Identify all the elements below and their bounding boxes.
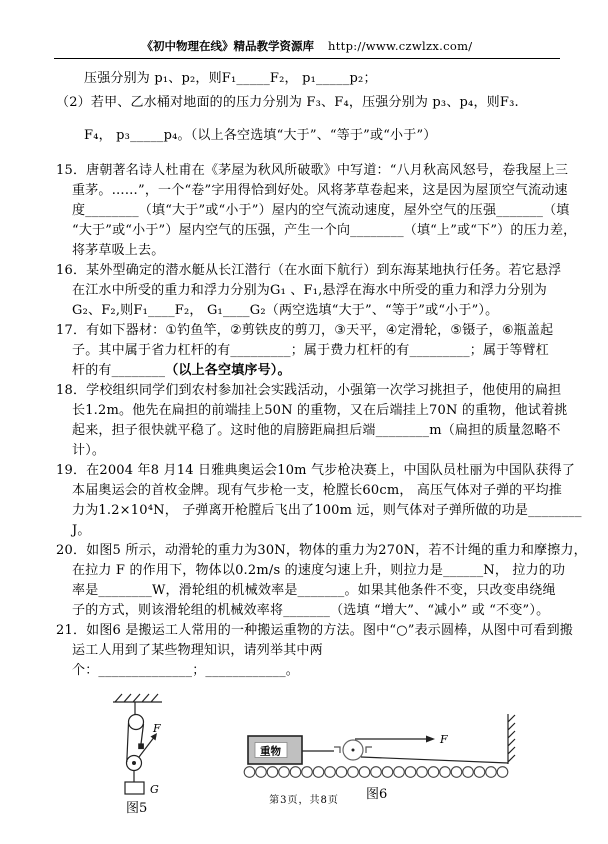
question-line: 在拉力 F 的作用下，物体以0.2m/s 的速度匀速上升，则拉力是______N， 拉力的功: [72, 563, 566, 578]
page-footer: 第3页，共8页: [269, 795, 339, 806]
question-16: [56, 261, 562, 321]
weight-label: G: [150, 783, 159, 796]
round-bar-icon: [417, 767, 428, 778]
question-line: 计）。: [72, 443, 106, 458]
ceiling-hatch-icon: [113, 694, 162, 702]
round-bar-icon: [463, 767, 474, 778]
question-line: J。: [72, 523, 91, 538]
intro-block: [56, 69, 558, 146]
round-bar-icon: [267, 767, 278, 778]
intro-line: 压强分别为 p₁、p₂，则F₁_____F₂， p₁_____p₂；: [84, 71, 377, 86]
question-line: 15．唐朝著名诗人杜甫在《茅屋为秋风所破歌》中写道：“八月秋高风怒号，卷我屋上三: [56, 163, 569, 178]
round-bar-icon: [486, 767, 497, 778]
wall-hatch-icon: [508, 714, 515, 764]
fixed-pulley-icon: [129, 715, 144, 730]
question-line: 18．学校组织同学们到农村参加社会实践活动，小强第一次学习挑担子，他使用的扁担: [56, 383, 562, 398]
question-line: 21．如图6 是搬运工人常用的一种搬运重物的方法。图中“○”表示圆棒，从图中可看到搬: [56, 623, 573, 638]
round-bar-icon: [313, 767, 324, 778]
question-line: 20．如图5 所示，动滑轮的重力为30N，物体的重力为270N，若不计绳的重力和摩擦力，: [56, 543, 587, 558]
pulley-axle-dot: [352, 749, 355, 752]
round-bar-icon: [290, 767, 301, 778]
pulley-left-hook-icon: [334, 747, 340, 753]
question-line: 子。其中属于省力杠杆的有_________；属于费力杠杆的有_________；属于等臂杠: [72, 343, 550, 358]
fig6-caption: 图6: [366, 787, 388, 802]
round-bar-icon: [302, 767, 313, 778]
question-line: 19．在2004 年8 月14 日雅典奥运会10m 气步枪决赛上，中国队员杜丽为中国队获得了: [56, 463, 576, 478]
question-line: 本届奥运会的首枚金牌。现有气步枪一支，枪膛长60cm， 高压气体对子弹的平均推: [72, 483, 563, 498]
question-line: G₂、F₂,则F₁____F₂， G₁____G₂（两空选填“大于”、“等于”或“小于”）。: [72, 303, 499, 318]
question-line: 度________（填“大于”或“小于”）屋内的空气流动速度，屋外空气的压强_______（填: [72, 203, 570, 218]
question-line: 长1.2m。他先在扁担的前端挂上50N 的重物，又在后端挂上70N 的重物，他试着挑: [72, 403, 568, 418]
round-bar-icon: [497, 767, 508, 778]
pulley-right-hook-icon: [366, 747, 372, 753]
fig5-caption: 图5: [126, 801, 148, 816]
question-line: 个：______________；____________。: [72, 663, 299, 678]
force-arrowhead-icon: [426, 736, 435, 743]
question-line: 将茅草吸上去。: [72, 243, 165, 258]
question-line: 17．有如下器材：①钓鱼竿，②剪铁皮的剪刀，③天平，④定滑轮，⑤镊子，⑥瓶盖起: [56, 323, 554, 338]
question-19: [56, 461, 582, 541]
question-line: 重茅。……”，一个“卷”字用得恰到好处。风将茅草卷起来，这是因为屋顶空气流动速: [72, 183, 568, 198]
page-header: [56, 38, 558, 54]
round-bar-icon: [279, 767, 290, 778]
round-bar-icon: [440, 767, 451, 778]
question-21: [56, 621, 573, 681]
round-bar-icon: [359, 767, 370, 778]
round-bar-icon: [451, 767, 462, 778]
round-bar-icon: [256, 767, 267, 778]
rollers: [244, 767, 508, 778]
question-line: 力为1.2×10⁴N， 子弹离开枪膛后飞出了100m 远，则气体对子弹所做的功是________: [72, 503, 582, 518]
round-bar-icon: [382, 767, 393, 778]
round-bar-icon: [405, 767, 416, 778]
question-line: [72, 361, 558, 381]
question-17: [56, 321, 558, 381]
pulley-axle-dot: [133, 762, 136, 765]
round-bar-icon: [244, 767, 255, 778]
force-label: F: [153, 722, 161, 735]
round-bar-icon: [348, 767, 359, 778]
rope-hook-icon: [139, 744, 144, 749]
question-line-bold-note: （以上各空填序号）。: [165, 363, 291, 378]
rope-left: [127, 723, 129, 762]
question-18: [56, 381, 568, 461]
round-bar-icon: [371, 767, 382, 778]
round-bar-icon: [474, 767, 485, 778]
question-line: “大于”或“小于”）屋内空气的压强，产生一个向________（填“上”或“下”）的压力差，: [72, 223, 577, 238]
question-line-text: 杆的有________: [72, 363, 166, 378]
rope-pulley-to-wall: [361, 757, 508, 763]
question-line: 子的方式，则该滑轮组的机械效率将_______（选填 “增大”、“减小” 或 “不变”）。: [72, 603, 550, 618]
question-line: 16．某外型确定的潜水艇从长江潜行（在水面下航行）到东海某地执行任务。若它悬浮: [56, 263, 562, 278]
question-line: 率是________W，滑轮组的机械效率是_______。如果其他条件不变，只改变串绕绳: [72, 583, 556, 598]
round-bar-icon: [325, 767, 336, 778]
question-15: [56, 161, 577, 261]
question-line: 在江水中所受的重力和浮力分别为G₁ 、F₁,悬浮在海水中所受的重力和浮力分别为: [72, 283, 547, 298]
round-bar-icon: [336, 767, 347, 778]
header-divider: [54, 58, 560, 59]
round-bar-icon: [394, 767, 405, 778]
site-title: 《初中物理在线》精品教学资源库: [141, 39, 315, 53]
question-line: 起来，担子很快就平稳了。这时他的肩膀距扁担后端________m（扁担的质量忽略不: [72, 423, 561, 438]
question-20: [56, 541, 587, 621]
question-line: 运工人用到了某些物理知识，请列举其中两: [72, 643, 323, 658]
round-bar-icon: [428, 767, 439, 778]
cargo-label: 重物: [260, 745, 281, 758]
site-url: http://www.czwlzx.com/: [328, 39, 473, 53]
force-label: F: [440, 733, 448, 746]
intro-line: （2）若甲、乙水桶对地面的的压力分别为 F₃、F₄，压强分别为 p₃、p₄，则F₃.: [56, 95, 519, 110]
intro-line: F₄， p₃_____p₄。（以上各空选填“大于”、“等于”或“小于”）: [84, 128, 437, 143]
